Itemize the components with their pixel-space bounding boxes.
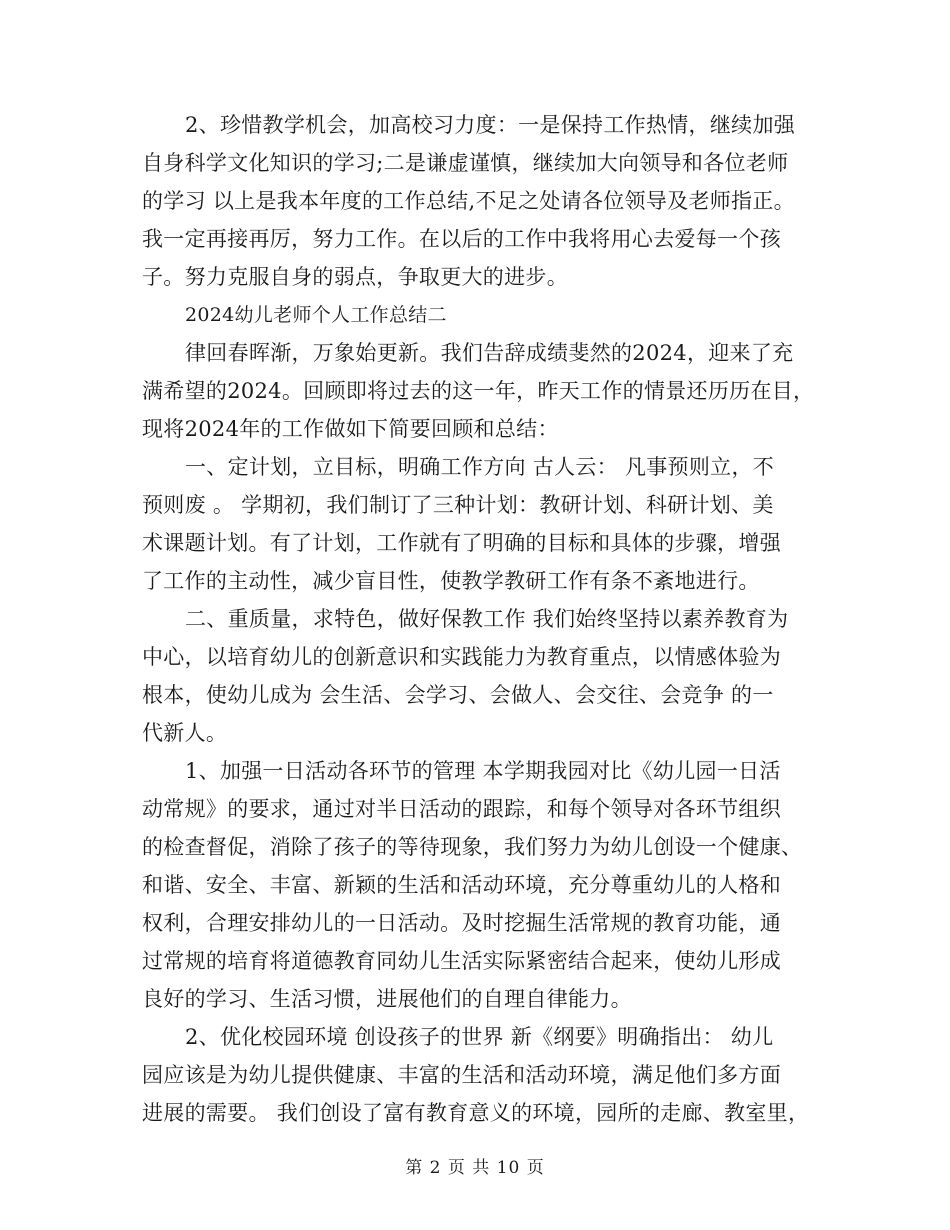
paragraph-line: 预则废 。 学期初，我们制订了三种计划：教研计划、科研计划、美 xyxy=(142,493,774,517)
paragraph-line: 和谐、安全、丰富、新颖的生活和活动环境，充分尊重幼儿的人格和 xyxy=(142,873,781,897)
paragraph-line: 权利，合理安排幼儿的一日活动。及时挖掘生活常规的教育功能，通 xyxy=(142,911,781,935)
page-number-footer: 第 2 页 共 10 页 xyxy=(405,1158,545,1178)
paragraph-line: 一、定计划，立目标，明确工作方向 古人云： 凡事预则立，不 xyxy=(185,455,775,479)
paragraph-line: 律回春晖渐，万象始更新。我们告辞成绩斐然的2024，迎来了充 xyxy=(185,341,794,365)
paragraph-line: 的学习 以上是我本年度的工作总结,不足之处请各位领导及老师指正。 xyxy=(142,189,795,213)
paragraph-line: 现将2024年的工作做如下简要回顾和总结： xyxy=(142,417,559,441)
paragraph-line: 良好的学习、生活习惯，进展他们的自理自律能力。 xyxy=(142,987,632,1011)
paragraph-line: 1、加强一日活动各环节的管理 本学期我园对比《幼儿园一日活 xyxy=(185,759,781,783)
paragraph-line: 2、珍惜教学机会，加高校习力度：一是保持工作热情，继续加强 xyxy=(185,113,796,137)
paragraph-line: 术课题计划。有了计划，工作就有了明确的目标和具体的步骤，增强 xyxy=(142,531,781,555)
paragraph-line: 我一定再接再厉，努力工作。在以后的工作中我将用心去爱每一个孩 xyxy=(142,227,781,251)
paragraph-line: 子。努力克服自身的弱点，争取更大的进步。 xyxy=(142,265,568,289)
paragraph-line: 过常规的培育将道德教育同幼儿生活实际紧密结合起来，使幼儿形成 xyxy=(142,949,781,973)
paragraph-line: 根本，使幼儿成为 会生活、会学习、会做人、会交往、会竞争 的一 xyxy=(142,683,774,707)
paragraph-line: 2、优化校园环境 创设孩子的世界 新《纲要》明确指出： 幼儿 xyxy=(185,1025,774,1049)
paragraph-line: 二、重质量，求特色，做好保教工作 我们始终坚持以素养教育为 xyxy=(185,607,789,631)
paragraph-line: 代新人。 xyxy=(142,721,228,745)
document-body xyxy=(142,106,822,1132)
paragraph-line: 了工作的主动性，减少盲目性，使教学教研工作有条不紊地进行。 xyxy=(142,569,760,593)
section-heading: 2024幼儿老师个人工作总结二 xyxy=(185,304,447,326)
paragraph-line: 的检查督促，消除了孩子的等待现象，我们努力为幼儿创设一个健康、 xyxy=(142,835,803,859)
paragraph-line: 自身科学文化知识的学习;二是谦虚谨慎，继续加大向领导和各位老师 xyxy=(142,151,789,175)
paragraph-line: 中心，以培育幼儿的创新意识和实践能力为教育重点，以情感体验为 xyxy=(142,645,781,669)
paragraph-line: 进展的需要。 我们创设了富有教育意义的环境，园所的走廊、教室里， xyxy=(142,1101,810,1125)
paragraph-line: 动常规》的要求，通过对半日活动的跟踪，和每个领导对各环节组织 xyxy=(142,797,781,821)
paragraph-line: 满希望的2024。回顾即将过去的这一年，昨天工作的情景还历历在目， xyxy=(142,379,815,403)
paragraph-line: 园应该是为幼儿提供健康、丰富的生活和活动环境，满足他们多方面 xyxy=(142,1063,781,1087)
